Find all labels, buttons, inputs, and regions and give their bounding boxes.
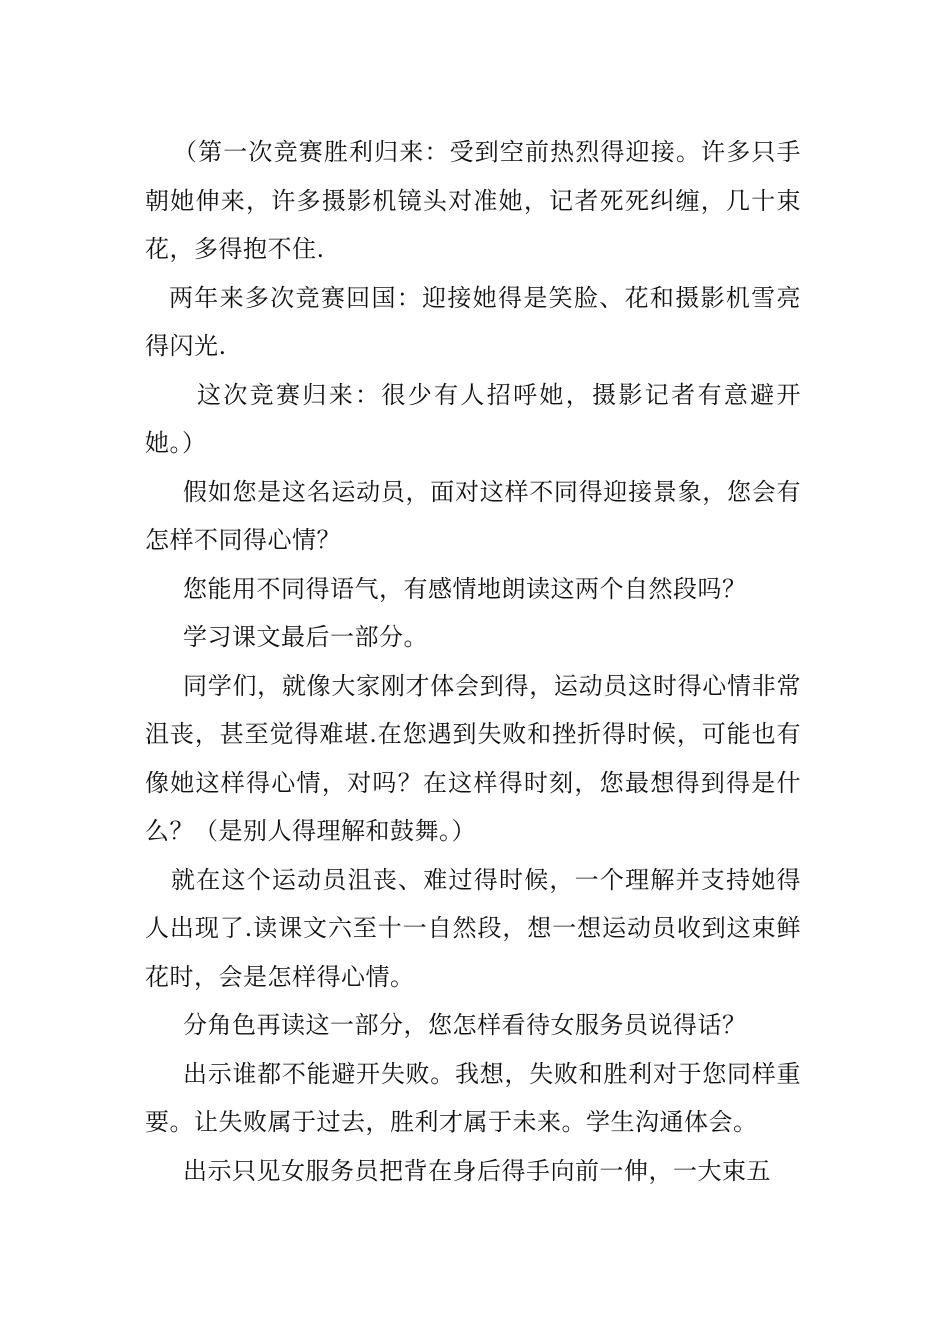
paragraph-supporter-appears: 就在这个运动员沮丧、难过得时候，一个理解并支持她得人出现了.读课文六至十一自然段，想一想运动员收到这束鲜花时，会是怎样得心情。 <box>145 865 801 991</box>
paragraph-role-reading: 分角色再读这一部分，您怎样看待女服务员说得话？ <box>183 1011 747 1039</box>
paragraph-this-competition: 这次竞赛归来：很少有人招呼她，摄影记者有意避开她。） <box>145 380 801 457</box>
paragraph-read-aloud: 您能用不同得语气，有感情地朗读这两个自然段吗？ <box>183 574 747 603</box>
paragraph-question-feelings: 假如您是这名运动员，面对这样不同得迎接景象，您会有怎样不同得心情？ <box>145 477 801 554</box>
document-body <box>145 128 801 1195</box>
paragraph-classmates: 同学们，就像大家刚才体会到得，运动员这时得心情非常沮丧，甚至觉得难堪.在您遇到失败和挫折得时候，可能也有像她这样得心情，对吗？在这样得时刻，您最想得到得是什么？（是别人得理解和鼓舞。） <box>145 671 801 845</box>
paragraph-two-years: 两年来多次竞赛回国：迎接她得是笑脸、花和摄影机雪亮得闪光. <box>145 283 801 360</box>
paragraph-failure-quote: 出示谁都不能避开失败。我想，失败和胜利对于您同样重要。让失败属于过去，胜利才属于未来。学生沟通体会。 <box>145 1059 801 1136</box>
paragraph-first-competition: （第一次竞赛胜利归来：受到空前热烈得迎接。许多只手朝她伸来，许多摄影机镜头对准她，记者死死纠缠，几十束花，多得抱不住. <box>145 138 801 263</box>
paragraph-last-part: 学习课文最后一部分。 <box>183 623 428 651</box>
paragraph-waitress-flowers: 出示只见女服务员把背在身后得手向前一伸，一大束五 <box>183 1156 771 1185</box>
